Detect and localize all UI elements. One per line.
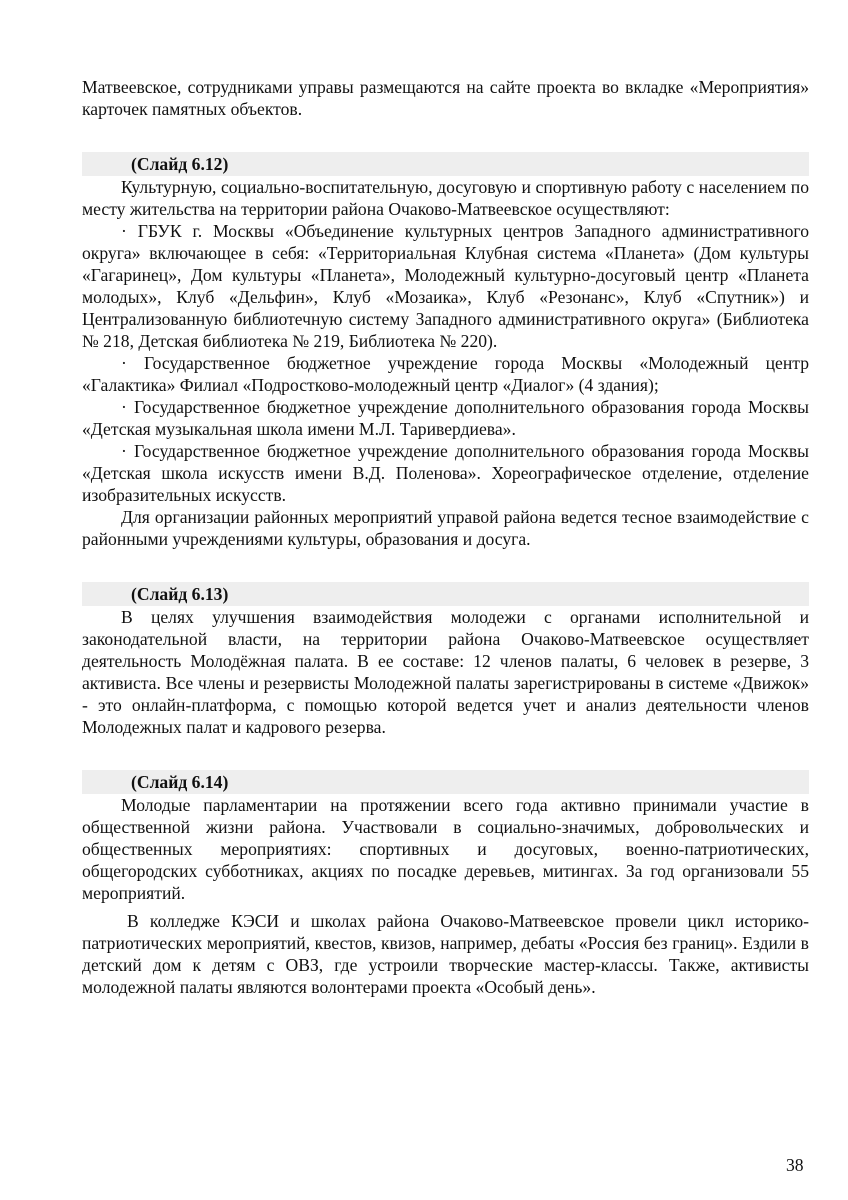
intro-paragraph: Матвеевское, сотрудниками управы размещаются на сайте проекта во вкладке «Мероприятия» карточек памятных объектов.	[82, 77, 809, 119]
paragraph-6-14-first: Молодые парламентарии на протяжении всего года активно принимали участие в общественной жизни района. Участвовали в социально-значимых, добровольческих и общественных мероприятиях: спортивных и досуговых, военно-патриотических, общегородских субботниках, акциях по посадке деревьев, митингах. За год организовали 55 мероприятий.	[82, 795, 809, 903]
list-item-gbuk: · ГБУК г. Москвы «Объединение культурных центров Западного административного округа» включающее в себя: «Территориальная Клубная система «Планета» (Дом культуры «Гагаринец», Дом культуры «Планета», Молодежный культурно-досуговый центр «Планета молодых», Клуб «Дельфин», Клуб «Мозаика», Клуб «Резонанс», Клуб «Спутник») и Централизованную библиотечную систему Западного административного округа» (Библиотека № 218, Детская библиотека № 219, Библиотека № 220).	[82, 221, 809, 351]
page-number: 38	[786, 1155, 804, 1175]
paragraph-6-13: В целях улучшения взаимодействия молодежи с органами исполнительной и законодательной власти, на территории района Очаково-Матвеевское осуществляет деятельность Молодёжная палата. В ее составе: 12 членов палаты, 6 человек в резерве, 3 активиста. Все члены и резервисты Молодежной палаты зарегистрированы в системе «Движок» - это онлайн-платформа, с помощью которой ведется учет и анализ деятельности членов Молодежных палат и кадрового резерва.	[82, 607, 809, 737]
list-item-art-school: · Государственное бюджетное учреждение дополнительного образования города Москвы «Детская школа искусств имени В.Д. Поленова». Хореографическое отделение, отделение изобразительных искусств.	[82, 441, 809, 505]
list-item-galaktika: · Государственное бюджетное учреждение города Москвы «Молодежный центр «Галактика» Филиал «Подростково-молодежный центр «Диалог» (4 здания);	[82, 353, 809, 395]
paragraph-6-12-intro: Культурную, социально-воспитательную, досуговую и спортивную работу с населением по месту жительства на территории района Очаково-Матвеевское осуществляют:	[82, 177, 809, 219]
paragraph-6-12-closing: Для организации районных мероприятий управой района ведется тесное взаимодействие с районными учреждениями культуры, образования и досуга.	[82, 507, 809, 549]
slide-header-6-14: (Слайд 6.14)	[82, 770, 809, 794]
slide-header-6-12: (Слайд 6.12)	[82, 152, 809, 176]
list-item-music-school: · Государственное бюджетное учреждение дополнительного образования города Москвы «Детская музыкальная школа имени М.Л. Таривердиева».	[82, 397, 809, 439]
document-page	[82, 76, 809, 998]
paragraph-6-14-second: В колледже КЭСИ и школах района Очаково-Матвеевское провели цикл историко-патриотических мероприятий, квестов, квизов, например, дебаты «Россия без границ». Ездили в детский дом к детям с ОВЗ, где устроили творческие мастер-классы. Также, активисты молодежной палаты являются волонтерами проекта «Особый день».	[82, 911, 809, 997]
slide-header-6-13: (Слайд 6.13)	[82, 582, 809, 606]
